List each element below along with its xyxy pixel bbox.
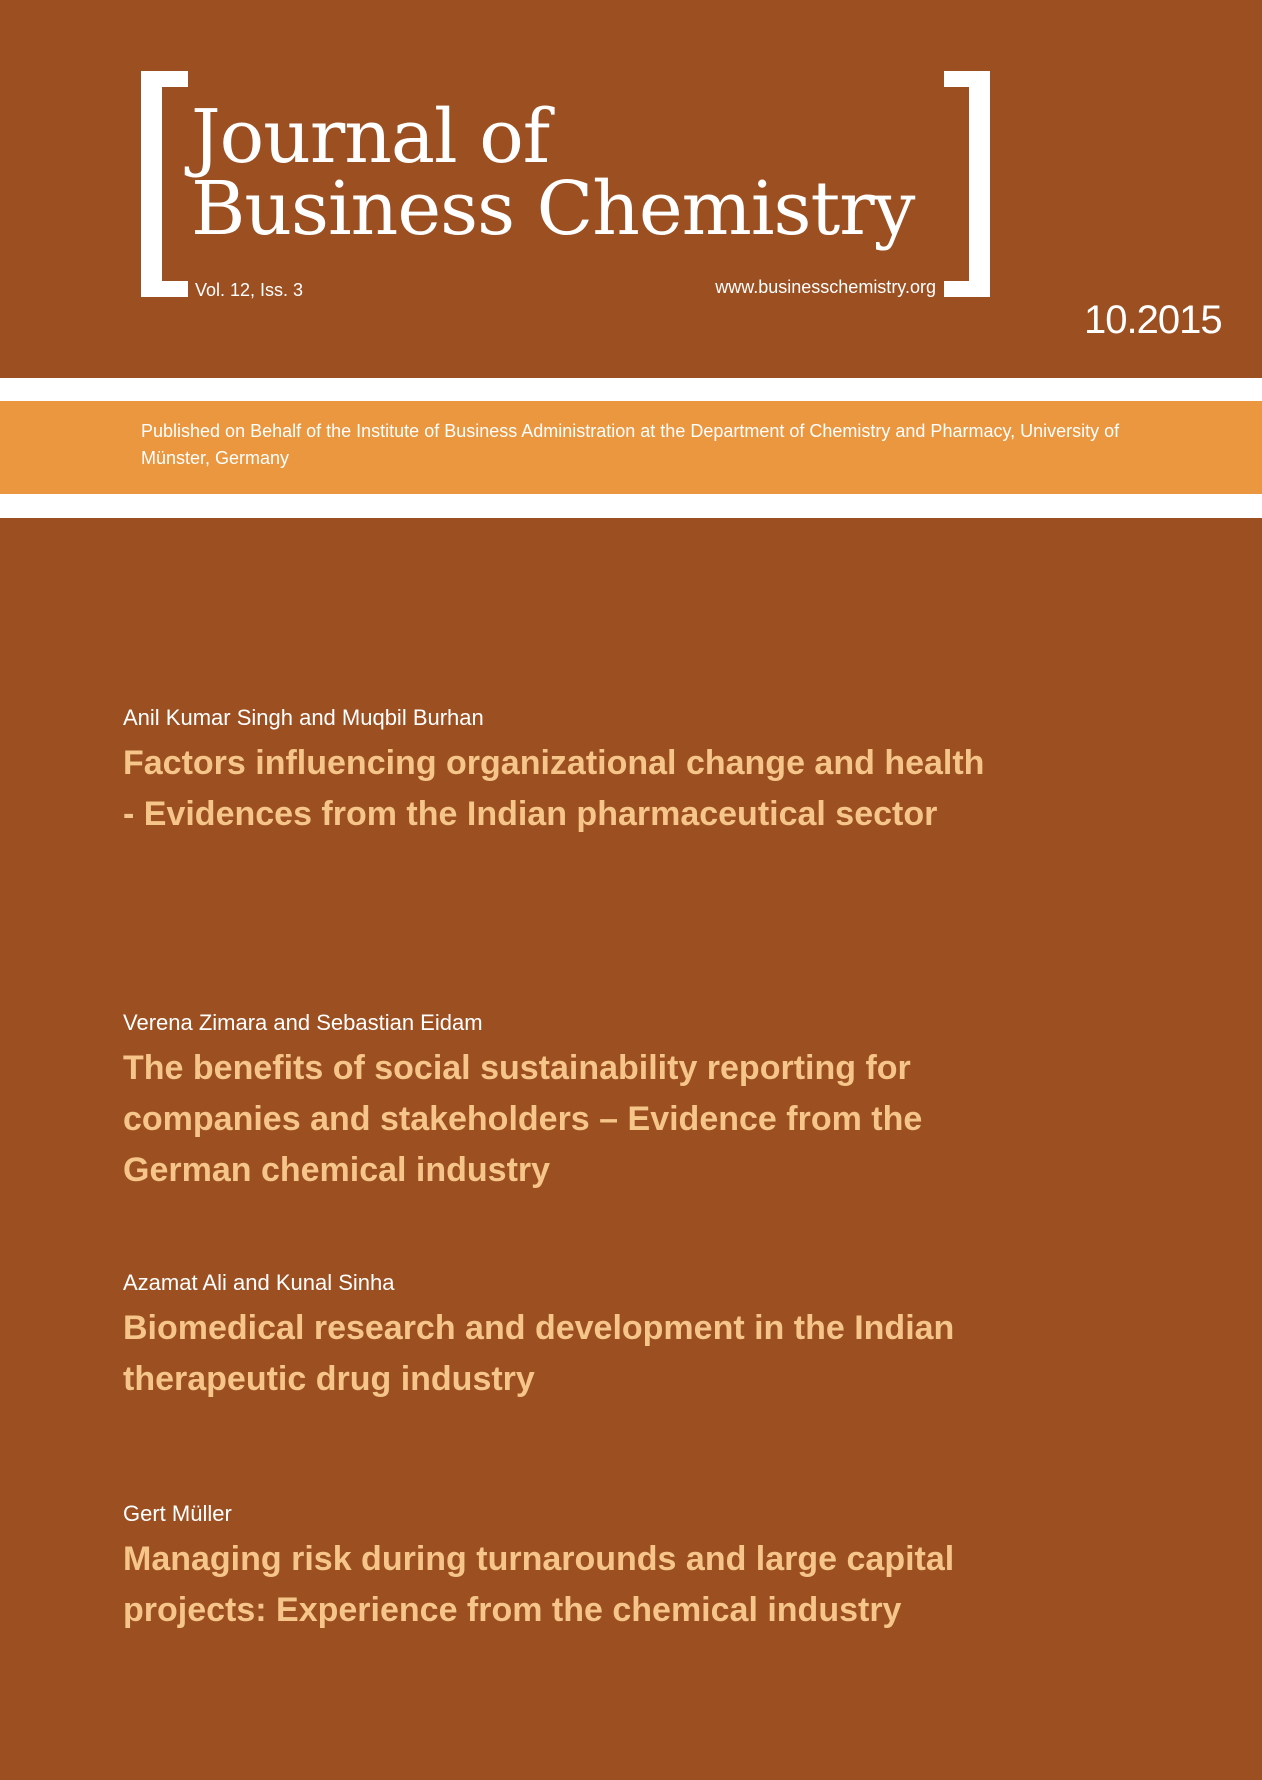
article-authors: Anil Kumar Singh and Muqbil Burhan (123, 705, 484, 730)
divider-band (0, 494, 1262, 518)
article-title[interactable]: Managing risk during turnarounds and large capital projects: Experience from the chemical industry (123, 1540, 955, 1629)
volume-issue: Vol. 12, Iss. 3 (195, 280, 304, 300)
article-title[interactable]: The benefits of social sustainability reporting for companies and stakeholders – Evidence from the German chemical industry (123, 1049, 923, 1189)
article-authors: Azamat Ali and Kunal Sinha (123, 1270, 395, 1295)
article-title[interactable]: Biomedical research and development in the Indian therapeutic drug industry (123, 1309, 955, 1398)
article-authors: Gert Müller (123, 1501, 232, 1526)
article-authors: Verena Zimara and Sebastian Eidam (123, 1010, 483, 1035)
article-entry[interactable] (123, 704, 1003, 840)
journal-title-line1: Journal of (191, 94, 550, 180)
journal-title-line2: Business Chemistry (191, 166, 915, 252)
divider-band (0, 378, 1262, 401)
article-entry[interactable] (123, 1009, 1123, 1196)
article-entry[interactable] (123, 1500, 1123, 1636)
article-title[interactable]: Factors influencing organizational change and health - Evidences from the Indian pharmaceutical sector (123, 744, 985, 833)
article-entry[interactable] (123, 1269, 1123, 1405)
publisher-note: Published on Behalf of the Institute of Business Administration at the Department of Chemistry and Pharmacy, University of Münster, Germany (141, 421, 1120, 468)
issue-date: 10.2015 (1084, 298, 1222, 342)
website-link[interactable]: www.businesschemistry.org (715, 277, 936, 297)
